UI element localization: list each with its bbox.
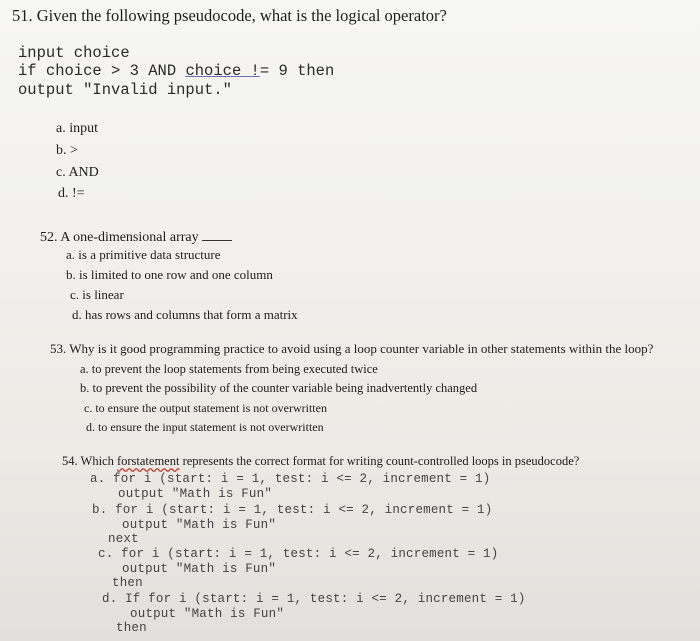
q54-option-d-line-3: then xyxy=(116,621,147,635)
q51-option-a: a. input xyxy=(56,121,98,136)
code-line-2: if choice > 3 AND choice != 9 then xyxy=(18,62,335,80)
code-line-1: input choice xyxy=(18,44,130,62)
q54-option-a-line-1: a. for i (start: i = 1, test: i <= 2, increment = 1) xyxy=(90,472,491,486)
q52-option-c: c. is linear xyxy=(70,287,124,302)
question-51-title: 51. Given the following pseudocode, what is the logical operator? xyxy=(12,6,447,25)
q54-option-a-line-2: output "Math is Fun" xyxy=(118,487,273,501)
q53-option-b: b. to prevent the possibility of the counter variable being inadvertently changed xyxy=(80,381,478,395)
q53-option-c: c. to ensure the output statement is not overwritten xyxy=(84,401,327,415)
q52-option-a: a. is a primitive data structure xyxy=(66,247,221,262)
q54-option-d-line-2: output "Math is Fun" xyxy=(130,607,285,621)
q53-option-d: d. to ensure the input statement is not overwritten xyxy=(86,420,324,434)
answer-blank xyxy=(202,228,232,241)
code-line-3: output "Invalid input." xyxy=(18,81,232,99)
q51-option-c: c. AND xyxy=(56,165,99,180)
q53-option-a: a. to prevent the loop statements from being executed twice xyxy=(80,362,378,376)
question-53-title: 53. Why is it good programming practice to avoid using a loop counter variable in other statements within the loop? xyxy=(50,341,654,356)
q52-option-b: b. is limited to one row and one column xyxy=(66,267,273,282)
q51-option-b: b. > xyxy=(56,143,78,158)
q54-option-b-line-3: next xyxy=(108,532,139,546)
q54-option-c-line-1: c. for i (start: i = 1, test: i <= 2, increment = 1) xyxy=(98,547,499,561)
q54-option-b-line-1: b. for i (start: i = 1, test: i <= 2, increment = 1) xyxy=(92,503,493,517)
q52-option-d: d. has rows and columns that form a matrix xyxy=(72,307,298,322)
q51-option-d: d. != xyxy=(58,186,85,201)
q54-option-c-line-2: output "Math is Fun" xyxy=(122,562,277,576)
q54-option-b-line-2: output "Math is Fun" xyxy=(122,518,277,532)
question-52-title: 52. A one-dimensional array xyxy=(40,228,232,246)
q54-option-d-line-1: d. If for i (start: i = 1, test: i <= 2, increment = 1) xyxy=(102,592,526,606)
question-54-title: 54. Which forstatement represents the correct format for writing count-controlled loops in pseudocode? xyxy=(62,454,580,468)
q54-option-c-line-3: then xyxy=(112,576,143,590)
